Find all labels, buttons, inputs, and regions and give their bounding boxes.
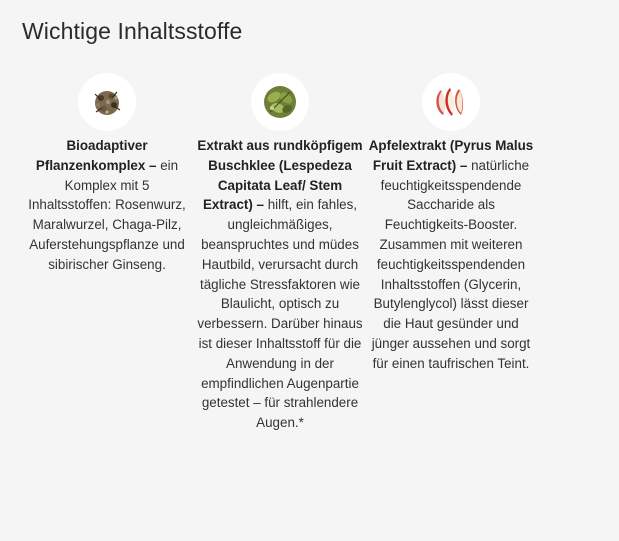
ingredient-name: Extrakt aus rundköpfigem Buschklee (Lespedeza Capitata Leaf/ Stem Extract) –: [197, 138, 363, 213]
ingredient-description: ein Komplex mit 5 Inhaltsstoffen: Rosenwurz, Maralwurzel, Chaga-Pilz, Auferstehungspflanze und sibirischer Ginseng.: [28, 157, 186, 272]
ingredient-text: [22, 136, 192, 275]
ingredient-text: [195, 136, 365, 433]
ingredient-card-apple: [366, 73, 536, 374]
ingredient-description: natürliche feuchtigkeitsspendende Saccharide als Feuchtigkeits-Booster. Zusammen mit weiteren feuchtigkeitsspendenden Inhaltsstoffen (Glycerin, Butylenglycol) lässt dieser die Haut gesünder und jünger aussehen und sorgt für einen taufrischen Teint.: [371, 157, 531, 371]
ingredient-card-plant-complex: [22, 73, 192, 275]
ingredient-name: Bioadaptiver Pflanzenkomplex –: [35, 138, 157, 173]
ingredient-image: [422, 73, 480, 131]
ingredient-name: Apfelextrakt (Pyrus Malus Fruit Extract) –: [368, 138, 534, 173]
ingredient-text: [366, 136, 536, 374]
ingredient-image: [251, 73, 309, 131]
section-title: Wichtige Inhaltsstoffe: [22, 18, 243, 44]
ingredient-card-buschklee: [195, 73, 365, 433]
ingredient-image: [78, 73, 136, 131]
dried-herbs-icon: [87, 82, 127, 122]
apple-slices-icon: [431, 82, 471, 122]
clover-leaf-icon: [258, 80, 302, 124]
ingredient-description: hilft, ein fahles, ungleichmäßiges, beanspruchtes und müdes Hautbild, verursacht durch tägliche Stressfaktoren wie Blaulicht, optisch zu verbessern. Darüber hinaus ist dieser Inhaltsstoff für die Anwendung in der empfindlichen Augenpartie getestet – für strahlendere Augen.*: [197, 197, 363, 431]
